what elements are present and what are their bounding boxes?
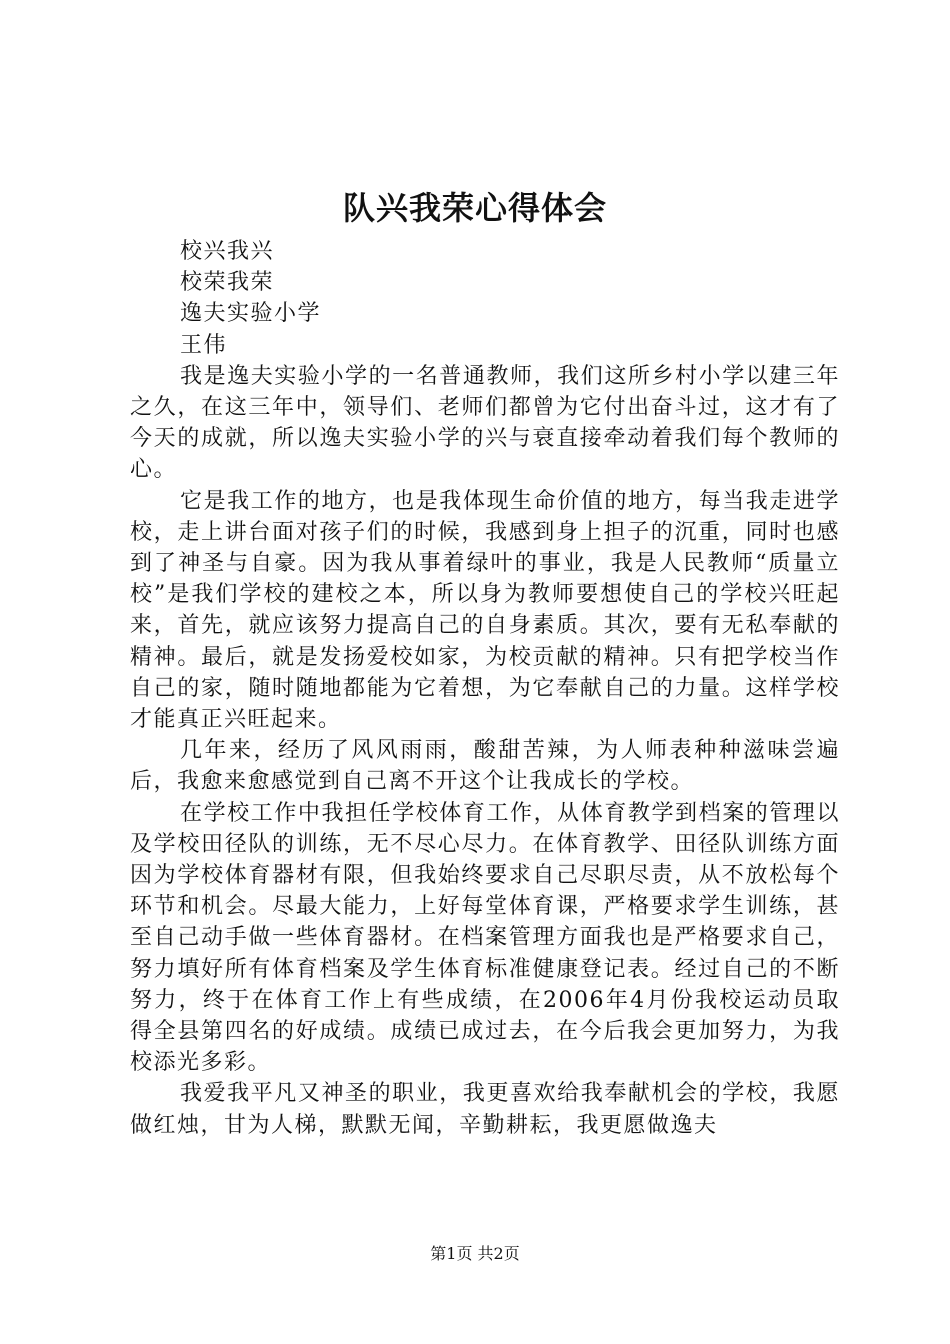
header-line-author: 王伟 [180, 332, 228, 358]
document-body [130, 236, 840, 1141]
header-line-school-prosper: 校兴我兴 [180, 239, 275, 264]
document-title: 队兴我荣心得体会 [342, 189, 607, 227]
header-line-school-honor: 校荣我荣 [180, 270, 275, 296]
paragraph: 在学校工作中我担任学校体育工作，从体育教学到档案的管理以及学校田径队的训练，无不尽心尽力。在体育教学、田径队训练方面因为学校体育器材有限，但我始终要求自己尽职尽责，从不放松每个环节和机会。尽最大能力，上好每堂体育课，严格要求学生训练，甚至自己动手做一些体育器材。在档案管理方面我也是严格要求自己，努力填好所有体育档案及学生体育标准健康登记表。经过自己的不断努力，终于在体育工作上有些成绩，在2006年4月份我校运动员取得全县第四名的好成绩。成绩已成过去，在今后我会更加努力，为我校添光多彩。 [130, 800, 840, 1076]
paragraph: 它是我工作的地方，也是我体现生命价值的地方，每当我走进学校，走上讲台面对孩子们的时候，我感到身上担子的沉重，同时也感到了神圣与自豪。因为我从事着绿叶的事业，我是人民教师“质量立校”是我们学校的建校之本，所以身为教师要想使自己的学校兴旺起来，首先，就应该努力提高自己的自身素质。其次，要有无私奉献的精神。最后，就是发扬爱校如家，为校贡献的精神。只有把学校当作自己的家，随时随地都能为它着想，为它奉献自己的力量。这样学校才能真正兴旺起来。 [130, 488, 840, 733]
paragraph: 我爱我平凡又神圣的职业，我更喜欢给我奉献机会的学校，我愿做红烛，甘为人梯，默默无闻，辛勤耕耘，我更愿做逸夫 [130, 1081, 840, 1138]
page-footer: 第1页 共2页 [430, 1244, 520, 1263]
paragraph: 几年来，经历了风风雨雨，酸甜苦辣，为人师表种种滋味尝遍后，我愈来愈感觉到自己离不开这个让我成长的学校。 [130, 738, 840, 795]
paragraph: 我是逸夫实验小学的一名普通教师，我们这所乡村小学以建三年之久，在这三年中，领导们、老师们都曾为它付出奋斗过，这才有了今天的成就，所以逸夫实验小学的兴与衰直接牵动着我们每个教师的心。 [130, 363, 840, 483]
header-line-school-name: 逸夫实验小学 [180, 301, 322, 327]
